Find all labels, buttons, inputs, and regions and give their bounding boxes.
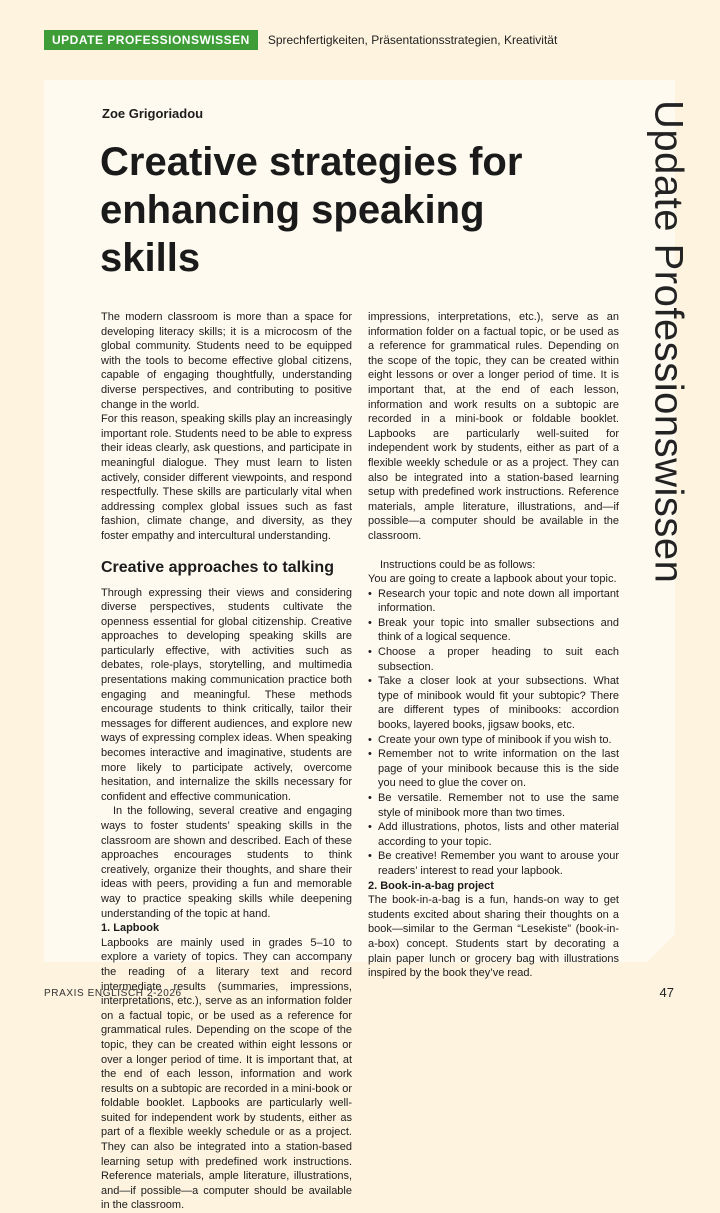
instructions-lead: You are going to create a lapbook about your topic.: [368, 573, 617, 586]
section-paragraph-2: In the following, several creative and engaging ways to foster students’ speaking skills in the classroom are shown and described. Each of these approaches encourages students to think creatively, organize their thoughts, and share their ideas with peers, providing a fun and memorable way to practice speaking skills while deepening understanding of the topic at hand.: [101, 805, 352, 920]
instruction-item: • Be creative! Remember you want to arouse your readers’ interest to read your lapbook.: [368, 849, 619, 878]
instruction-item: • Create your own type of minibook if you wish to.: [368, 733, 619, 748]
instructions-intro: Instructions could be as follows:: [380, 558, 536, 571]
instruction-item: • Take a closer look at your subsections. What type of minibook would fit your subtopic? There are different types of minibooks: accordion books, layered books, jigsaw books, etc.: [368, 674, 619, 732]
instruction-item: • Add illustrations, photos, lists and other material according to your topic.: [368, 820, 619, 849]
lapbook-paragraph: Lapbooks are mainly used in grades 5–10 to explore a variety of topics. They can accompany the reading of a literary text and record intermediate results (summaries, impressions, interpretations, etc.), serve as an information folder on a factual topic, or be used as a reference for grammatical rules. Depending on the scope of the topic, they can be created within eight lessons or over a longer period of time. It is important that, at the end of each lesson, information and work results on a subtopic are recorded in a mini-book or foldable booklet. Lapbooks are particularly well-suited for independent work by students, either as part of a flexible weekly schedule or as a project. They can also be integrated into a station-based learning setup with predefined work instructions. Reference materials, ample literature, illustrations, and—if possible—a computer should be available in the classroom.: [101, 936, 352, 1212]
book-in-a-bag-paragraph: The book-in-a-bag is a fun, hands-on way to get students excited about sharing their thoughts on a book—similar to the German “Lesekiste” (book-in-a-box) concept. Students start by decorating a plain paper lunch or grocery bag with illustrations inspired by the book they’ve read.: [368, 894, 619, 980]
instructions-list: [368, 587, 619, 879]
page-number: 47: [659, 985, 674, 1000]
side-title-text: Update Professionswissen: [646, 100, 691, 584]
section-heading-creative-approaches: Creative approaches to talking: [101, 558, 334, 576]
article-title: Creative strategies for enhancing speaking skills: [100, 140, 523, 280]
section-paragraph-1: Through expressing their views and considering diverse perspectives, students cultivate the openness essential for global citizenship. Creative approaches to developing speaking skills are particularly effective, with activities such as debates, role-plays, storytelling, and multimedia presentations making communication practice both engaging and meaningful. These methods encourage students to think critically, tailor their messages for different audiences, and explore new ways of expressing complex ideas. When speaking becomes interactive and imaginative, students are more likely to participate actively, overcome hesitation, and internalize the skills necessary for confident and effective communication.: [101, 586, 352, 803]
instruction-item: • Be versatile. Remember not to use the same style of minibook more than two times.: [368, 791, 619, 820]
publication-name: PRAXIS ENGLISCH 2-2026: [44, 988, 182, 999]
lapbook-heading: 1. Lapbook: [101, 922, 160, 935]
side-title: [628, 100, 708, 610]
section-badge: UPDATE PROFESSIONSWISSEN: [44, 30, 258, 50]
section-topics: Sprechfertigkeiten, Präsentationsstrategien, Kreativität: [267, 33, 558, 47]
instruction-item: • Research your topic and note down all important information.: [368, 587, 619, 616]
author-name: Zoe Grigoriadou: [102, 106, 204, 121]
section-header: [44, 30, 557, 50]
instruction-item: • Remember not to write information on the last page of your minibook because this is the side you need to glue the cover on.: [368, 747, 619, 791]
lapbook-paragraph-continued: impressions, interpretations, etc.), serve as an information folder on a factual topic, or be used as a reference for grammatical rules. Depending on the scope of the topic, they can be created within eight lessons or over a longer period of time. It is important that, at the end of each lesson, information and work results on a subtopic are recorded in a mini-book or foldable booklet. Lapbooks are particularly well-suited for independent work by students, either as part of a flexible weekly schedule or as a project. They can also be integrated into a station-based learning setup with predefined work instructions. Reference materials, ample literature, illustrations, and—if possible—a computer should be available in the classroom.: [368, 311, 619, 542]
instruction-item: • Break your topic into smaller subsections and think of a logical sequence.: [368, 616, 619, 645]
book-in-a-bag-heading: 2. Book-in-a-bag project: [368, 879, 494, 892]
intro-paragraph-2: For this reason, speaking skills play an increasingly important role. Students need to be able to express their ideas clearly, ask questions, and participate in meaningful dialogue. They must learn to listen actively, consider different viewpoints, and respond respectfully. These skills are particularly vital when addressing complex global issues such as fast fashion, climate change, and diversity, as they foster empathy and intercultural understanding.: [101, 413, 352, 542]
right-column: [368, 310, 619, 981]
instruction-item: • Choose a proper heading to suit each subsection.: [368, 645, 619, 674]
intro-paragraph-1: The modern classroom is more than a space for developing literacy skills; it is a microcosm of the global community. Students need to be equipped with the tools to become effective global citizens, capable of engaging thoughtfully, understanding diverse perspectives, and contributing to positive change in the world.: [101, 311, 352, 411]
